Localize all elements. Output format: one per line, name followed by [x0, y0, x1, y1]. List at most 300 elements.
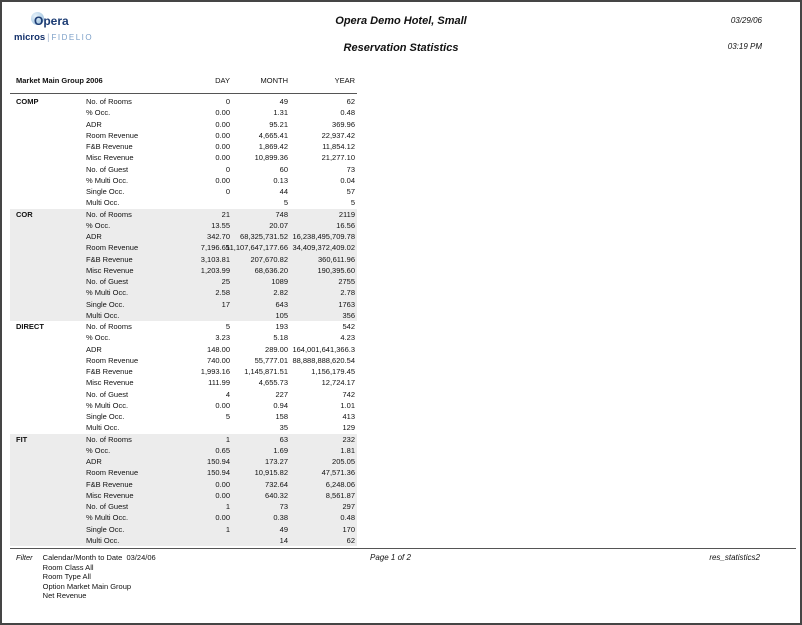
group-section-cor: [10, 209, 357, 322]
year-value: 297: [342, 502, 355, 511]
year-cell: [288, 299, 355, 310]
year-cell: [288, 411, 355, 422]
day-value: 0.00: [215, 175, 230, 185]
group-label: [10, 467, 86, 478]
day-cell: [172, 242, 230, 253]
month-cell: [230, 220, 288, 231]
group-label: [10, 422, 86, 433]
stat-label: F&B Revenue: [86, 254, 133, 264]
year-value: 232: [342, 434, 355, 444]
day-value: 0.00: [215, 108, 230, 118]
group-label: [10, 254, 86, 265]
stat-row: [10, 197, 357, 208]
day-cell: [172, 321, 230, 332]
stat-label: ADR: [86, 232, 102, 241]
stat-row: [10, 445, 357, 456]
month-cell: [230, 434, 288, 445]
year-value: 62: [346, 535, 355, 545]
year-value: 0.48: [340, 108, 355, 118]
stat-label: % Occ.: [86, 220, 111, 230]
month-value: 289.00: [265, 344, 288, 354]
year-cell: [288, 175, 355, 186]
stat-label: % Occ.: [86, 445, 111, 455]
day-cell: [172, 355, 230, 366]
month-cell: [230, 400, 288, 411]
month-cell: [230, 299, 288, 310]
year-cell: [288, 535, 355, 546]
group-label: [10, 186, 86, 197]
stat-row: [10, 265, 357, 276]
month-cell: [230, 130, 288, 141]
year-value: 57: [346, 187, 355, 196]
month-value: 63: [279, 434, 288, 444]
year-cell: [288, 512, 355, 523]
month-value: 35: [279, 423, 288, 433]
month-cell: [230, 456, 288, 467]
table-header-row: [10, 76, 357, 85]
day-cell: [172, 299, 230, 310]
stat-label: % Multi Occ.: [86, 288, 129, 298]
group-section-comp: [10, 96, 357, 209]
year-cell: [288, 231, 355, 242]
filter-line: Net Revenue: [42, 591, 87, 600]
year-value: 0.04: [340, 175, 355, 185]
day-cell: [172, 152, 230, 163]
month-value: 173.27: [265, 457, 288, 466]
month-value: 1,145,871.51: [244, 367, 288, 376]
stat-row: [10, 321, 357, 332]
stat-row: [10, 355, 357, 366]
year-cell: [288, 107, 355, 118]
stat-row: [10, 501, 357, 512]
stat-label: ADR: [86, 119, 102, 129]
stat-row: [10, 310, 357, 321]
day-cell: [172, 96, 230, 107]
year-cell: [288, 321, 355, 332]
column-header-year: YEAR: [334, 76, 355, 85]
year-value: 12,724.17: [321, 378, 355, 388]
month-cell: [230, 344, 288, 355]
month-cell: [230, 445, 288, 456]
month-cell: [230, 535, 288, 546]
stat-row: [10, 535, 357, 546]
stat-row: [10, 467, 357, 478]
day-cell: [172, 130, 230, 141]
month-cell: [230, 377, 288, 388]
year-value: 190,395.60: [317, 265, 355, 275]
stat-label: % Multi Occ.: [86, 400, 129, 410]
group-label: [10, 389, 86, 400]
month-cell: [230, 119, 288, 130]
year-cell: [288, 186, 355, 197]
month-cell: [230, 276, 288, 287]
stat-label: No. of Guest: [86, 502, 129, 511]
day-value: 150.94: [207, 457, 230, 466]
day-cell: [172, 422, 230, 433]
month-value: 158: [275, 412, 288, 421]
stat-row: [10, 422, 357, 433]
year-cell: [288, 209, 355, 220]
month-cell: [225, 242, 288, 253]
group-label: [10, 119, 86, 130]
year-cell: [288, 479, 355, 490]
day-value: 2.58: [215, 288, 230, 298]
year-cell: [288, 164, 355, 175]
stat-label: No. of Rooms: [86, 97, 132, 106]
day-value: 342.70: [207, 232, 230, 241]
year-cell: [288, 501, 355, 512]
day-value: 0.65: [215, 445, 230, 455]
month-value: 105: [275, 310, 288, 320]
year-cell: [288, 242, 355, 253]
day-value: 0: [225, 164, 230, 174]
month-value: 5: [283, 198, 288, 208]
month-value: 1089: [271, 277, 288, 286]
day-cell: [172, 389, 230, 400]
month-value: 640.32: [265, 490, 288, 500]
month-cell: [230, 96, 288, 107]
stat-label: Misc Revenue: [86, 153, 134, 163]
year-value: 62: [346, 97, 355, 106]
stat-row: [10, 344, 357, 355]
month-cell: [230, 422, 288, 433]
day-cell: [172, 467, 230, 478]
year-cell: [288, 366, 355, 377]
month-value: 732.64: [265, 479, 288, 489]
year-value: 360,611.96: [318, 254, 355, 264]
day-value: 740.00: [207, 355, 230, 365]
month-cell: [230, 389, 288, 400]
opera-brand-text: Opera: [34, 14, 69, 28]
day-value: 1: [225, 502, 230, 511]
stat-row: [10, 107, 357, 118]
month-value: 207,670.82: [250, 254, 288, 264]
month-cell: [230, 107, 288, 118]
year-cell: [288, 344, 355, 355]
year-value: 413: [342, 412, 355, 421]
stat-row: [10, 377, 357, 388]
year-value: 2119: [338, 209, 355, 219]
day-cell: [172, 197, 230, 208]
year-value: 16.56: [336, 220, 355, 230]
day-cell: [172, 501, 230, 512]
group-label: [10, 377, 86, 388]
stat-row: [10, 276, 357, 287]
day-cell: [172, 332, 230, 343]
stat-label: No. of Guest: [86, 164, 129, 174]
day-value: 1,203.99: [200, 265, 230, 275]
month-cell: [230, 332, 288, 343]
year-cell: [288, 276, 355, 287]
month-cell: [230, 265, 288, 276]
month-cell: [230, 321, 288, 332]
stat-label: Room Revenue: [86, 243, 139, 253]
month-value: 68,636.20: [254, 265, 288, 275]
stat-label: No. of Guest: [86, 389, 129, 399]
group-label: [10, 265, 86, 276]
year-cell: [288, 152, 355, 163]
month-value: 10,899.36: [254, 153, 288, 163]
group-label: [10, 400, 86, 411]
year-value: 369.96: [332, 119, 355, 129]
day-cell: [172, 119, 230, 130]
day-cell: [172, 400, 230, 411]
group-label: [10, 299, 86, 310]
fidelio-text: FIDELIO: [51, 33, 94, 42]
stat-label: Room Revenue: [86, 468, 139, 478]
group-label: [10, 164, 86, 175]
year-cell: [288, 377, 355, 388]
stat-label: No. of Rooms: [86, 209, 132, 219]
column-header-month: MONTH: [260, 76, 288, 85]
month-cell: [230, 366, 288, 377]
month-cell: [230, 197, 288, 208]
stat-row: [10, 524, 357, 535]
stat-row: [10, 130, 357, 141]
year-value: 6,248.06: [325, 479, 355, 489]
stat-row: [10, 152, 357, 163]
group-label: [10, 411, 86, 422]
stat-row: [10, 242, 357, 253]
day-value: 148.00: [207, 344, 230, 354]
month-cell: [230, 524, 288, 535]
group-label: [10, 242, 86, 253]
year-cell: [288, 389, 355, 400]
group-label: COR: [16, 209, 33, 219]
month-value: 1.69: [273, 445, 288, 455]
filter-line: Calendar/Month to Date 03/24/06: [42, 553, 156, 562]
group-label: [10, 355, 86, 366]
stat-row: [10, 209, 357, 220]
month-cell: [230, 501, 288, 512]
month-value: 1.31: [273, 108, 288, 118]
month-value: 643: [275, 299, 288, 309]
stat-label: Multi Occ.: [86, 198, 120, 208]
year-cell: [288, 524, 355, 535]
month-cell: [230, 479, 288, 490]
month-cell: [230, 467, 288, 478]
day-value: 0.00: [215, 130, 230, 140]
stat-row: [10, 287, 357, 298]
micros-text: micros: [14, 32, 46, 43]
group-label: [10, 197, 86, 208]
day-cell: [172, 220, 230, 231]
day-value: 0.00: [215, 479, 230, 489]
month-value: 0.13: [273, 175, 288, 185]
footer-rule: [10, 548, 796, 549]
month-value: 68,325,731.52: [240, 232, 288, 241]
stat-label: % Occ.: [86, 333, 111, 343]
year-cell: [288, 456, 355, 467]
month-cell: [230, 209, 288, 220]
year-value: 129: [342, 423, 355, 433]
year-value: 1.81: [340, 445, 355, 455]
year-cell: [288, 96, 355, 107]
group-label: [10, 490, 86, 501]
stat-row: [10, 141, 357, 152]
group-label: [10, 276, 86, 287]
stat-label: No. of Guest: [86, 277, 129, 286]
month-cell: [230, 141, 288, 152]
month-value: 49: [279, 97, 288, 106]
month-cell: [230, 490, 288, 501]
year-cell: [288, 355, 355, 366]
month-value: 2.82: [273, 288, 288, 298]
group-label: [10, 479, 86, 490]
day-value: 3.23: [215, 333, 230, 343]
month-cell: [230, 231, 288, 242]
stat-label: F&B Revenue: [86, 479, 133, 489]
group-label: DIRECT: [16, 322, 44, 331]
day-value: 21: [221, 209, 230, 219]
year-value: 16,238,495,709.78: [292, 232, 355, 241]
day-cell: [172, 209, 230, 220]
month-value: 5.18: [273, 333, 288, 343]
year-value: 21,277.10: [321, 153, 355, 163]
year-cell: [288, 220, 355, 231]
year-value: 47,571.36: [321, 468, 355, 478]
year-cell: [288, 254, 355, 265]
stat-label: % Multi Occ.: [86, 175, 129, 185]
stat-label: Multi Occ.: [86, 310, 120, 320]
stat-row: [10, 299, 357, 310]
stat-label: Misc Revenue: [86, 265, 134, 275]
day-cell: [172, 276, 230, 287]
year-value: 0.48: [340, 513, 355, 523]
year-value: 11,854.12: [322, 142, 355, 151]
month-cell: [230, 512, 288, 523]
stat-row: [10, 220, 357, 231]
stat-label: F&B Revenue: [86, 367, 133, 376]
group-label: [10, 152, 86, 163]
group-label: [10, 231, 86, 242]
year-value: 170: [342, 524, 355, 534]
group-label: [10, 332, 86, 343]
year-cell: [288, 332, 355, 343]
stat-row: [10, 400, 357, 411]
stat-row: [10, 186, 357, 197]
year-value: 1,156,179.45: [311, 367, 355, 376]
day-value: 1: [225, 434, 230, 444]
report-date: 03/29/06: [730, 16, 762, 25]
column-header-2006: 2006: [86, 76, 103, 85]
month-value: 193: [275, 322, 288, 331]
year-value: 1.01: [340, 400, 355, 410]
month-value: 4,655.73: [258, 378, 288, 388]
year-value: 88,888,888,620.54: [292, 355, 355, 365]
stat-row: [10, 119, 357, 130]
day-cell: [172, 479, 230, 490]
year-cell: [288, 197, 355, 208]
year-cell: [288, 119, 355, 130]
report-id: res_statistics2: [709, 553, 760, 562]
month-value: 0.38: [273, 513, 288, 523]
year-cell: [288, 422, 355, 433]
day-cell: [172, 456, 230, 467]
group-label: [10, 130, 86, 141]
month-value: 20.07: [269, 220, 288, 230]
stat-row: [10, 512, 357, 523]
month-cell: [230, 152, 288, 163]
year-value: 164,001,641,366.3: [292, 344, 355, 354]
day-value: 111.99: [208, 378, 230, 388]
day-cell: [172, 344, 230, 355]
group-label: [10, 344, 86, 355]
day-value: 0.00: [215, 153, 230, 163]
month-cell: [230, 287, 288, 298]
day-value: 0: [225, 187, 230, 196]
month-value: 0.94: [273, 400, 288, 410]
group-label: [10, 107, 86, 118]
month-cell: [230, 310, 288, 321]
column-header-market-main-group: Market Main Group: [16, 76, 84, 85]
stat-label: ADR: [86, 344, 102, 354]
day-cell: [172, 445, 230, 456]
day-value: 4: [225, 389, 230, 399]
year-value: 4.23: [340, 333, 355, 343]
group-label: [10, 535, 86, 546]
page-number: Page 1 of 2: [370, 553, 411, 562]
stat-row: [10, 254, 357, 265]
year-cell: [288, 287, 355, 298]
year-value: 5: [350, 198, 355, 208]
stat-label: Single Occ.: [86, 299, 125, 309]
year-value: 73: [346, 164, 355, 174]
year-value: 356: [342, 310, 355, 320]
day-cell: [172, 490, 230, 501]
year-value: 2755: [338, 277, 355, 286]
stat-row: [10, 434, 357, 445]
stat-row: [10, 366, 357, 377]
stat-row: [10, 479, 357, 490]
day-cell: [172, 287, 230, 298]
stat-label: Misc Revenue: [86, 378, 134, 388]
group-label: [10, 512, 86, 523]
day-cell: [172, 535, 230, 546]
month-value: 73: [279, 502, 288, 511]
year-cell: [288, 400, 355, 411]
day-cell: [172, 524, 230, 535]
group-label: [10, 524, 86, 535]
filter-line: Room Class All: [42, 562, 94, 572]
stat-row: [10, 411, 357, 422]
column-header-day: DAY: [215, 76, 230, 85]
stat-label: Single Occ.: [86, 187, 125, 196]
day-cell: [172, 265, 230, 276]
year-cell: [288, 130, 355, 141]
year-cell: [288, 467, 355, 478]
day-cell: [172, 411, 230, 422]
year-cell: [288, 141, 355, 152]
year-value: 542: [342, 322, 355, 331]
group-label: [10, 310, 86, 321]
day-cell: [172, 434, 230, 445]
group-label: [10, 220, 86, 231]
group-label: [10, 287, 86, 298]
day-cell: [172, 377, 230, 388]
day-cell: [172, 366, 230, 377]
year-value: 742: [342, 389, 355, 399]
day-value: 17: [221, 299, 230, 309]
month-cell: [230, 411, 288, 422]
stat-row: [10, 96, 357, 107]
year-cell: [288, 445, 355, 456]
stat-label: % Multi Occ.: [86, 513, 129, 523]
report-title: Opera Demo Hotel, Small: [335, 15, 467, 27]
month-cell: [230, 164, 288, 175]
day-value: 13.55: [211, 220, 230, 230]
month-value: 4,665.41: [258, 130, 288, 140]
